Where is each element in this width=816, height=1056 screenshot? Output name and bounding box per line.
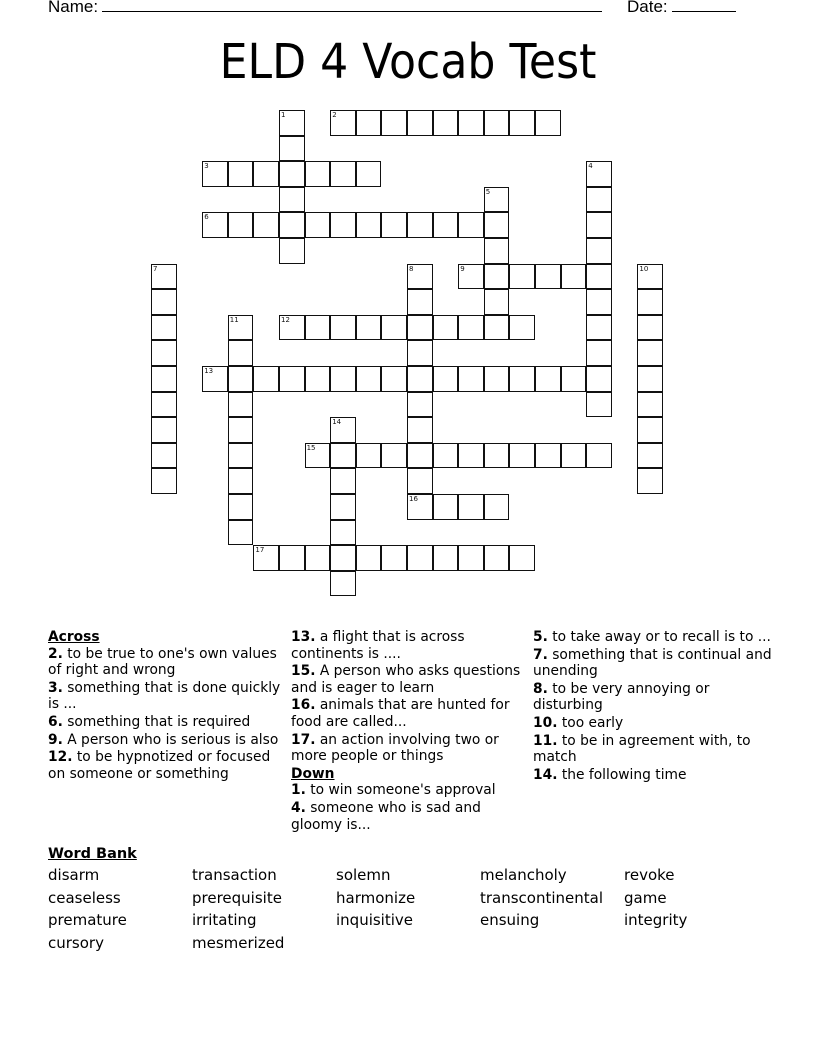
clue-number: 1 — [281, 111, 286, 119]
word-bank-word: ceaseless — [48, 888, 121, 907]
crossword-cell[interactable] — [637, 468, 663, 494]
crossword-cell[interactable] — [305, 366, 331, 392]
word-bank-word: mesmerized — [192, 933, 285, 952]
word-bank-word: cursory — [48, 933, 104, 952]
crossword-cell[interactable] — [484, 545, 510, 571]
crossword-cell[interactable] — [356, 443, 382, 469]
crossword-cell[interactable] — [228, 315, 254, 341]
clue-number: 8 — [409, 264, 414, 273]
crossword-cell[interactable] — [151, 315, 177, 341]
crossword-cell[interactable] — [253, 366, 279, 392]
crossword-cell[interactable] — [330, 443, 356, 469]
word-bank-word: inquisitive — [336, 911, 414, 929]
crossword-cell[interactable] — [535, 443, 561, 469]
crossword-cell[interactable] — [381, 443, 407, 469]
crossword-cell[interactable] — [586, 264, 612, 290]
crossword-cell[interactable] — [407, 340, 433, 366]
word-bank-word: revoke — [624, 866, 675, 884]
clue-number: 4 — [588, 162, 593, 171]
crossword-cell[interactable] — [509, 264, 535, 290]
clue-across-3: 3. something that is done quickly is ... — [48, 679, 281, 713]
crossword-cell[interactable] — [330, 315, 356, 341]
crossword-cell[interactable] — [484, 443, 510, 469]
crossword-cell[interactable] — [305, 212, 331, 238]
crossword-cell[interactable] — [228, 392, 254, 418]
crossword-cell[interactable] — [407, 212, 433, 238]
clue-number: 10 — [639, 264, 649, 273]
crossword-cell[interactable] — [330, 520, 356, 546]
crossword-cell[interactable] — [407, 110, 433, 136]
crossword-cell[interactable] — [458, 443, 484, 469]
clue-across-9: 9. A person who is serious is also — [48, 731, 279, 748]
clues-column-2 — [291, 629, 531, 834]
crossword-cell[interactable] — [381, 110, 407, 136]
crossword-cell[interactable] — [637, 264, 663, 290]
crossword-cell[interactable] — [586, 238, 612, 264]
crossword-cell[interactable] — [279, 161, 305, 187]
crossword-cell[interactable] — [381, 212, 407, 238]
clue-number: 14 — [332, 418, 342, 427]
crossword-cell[interactable] — [535, 366, 561, 392]
clue-number: 3 — [204, 162, 209, 171]
crossword-cell[interactable] — [279, 315, 305, 341]
crossword-cell[interactable] — [484, 289, 510, 315]
crossword-cell[interactable] — [151, 468, 177, 494]
crossword-cell[interactable] — [202, 212, 228, 238]
crossword-cell[interactable] — [228, 468, 254, 494]
crossword-cell[interactable] — [305, 545, 331, 571]
crossword-cell[interactable] — [228, 494, 254, 520]
crossword-cell[interactable] — [484, 264, 510, 290]
crossword-cell[interactable] — [279, 136, 305, 162]
word-bank-word: transaction — [192, 866, 277, 884]
word-bank-word: solemn — [336, 866, 391, 884]
crossword-cell[interactable] — [202, 366, 228, 392]
crossword-cell[interactable] — [637, 366, 663, 392]
crossword-cell[interactable] — [407, 264, 433, 290]
word-bank-title: Word Bank — [48, 846, 137, 862]
clue-across-2: 2. to be true to one's own values of right and wrong — [48, 645, 277, 679]
crossword-cell[interactable] — [330, 468, 356, 494]
crossword-cell[interactable] — [330, 212, 356, 238]
crossword-cell[interactable] — [330, 110, 356, 136]
crossword-cell[interactable] — [433, 366, 459, 392]
crossword-cell[interactable] — [458, 494, 484, 520]
word-bank-word: irritating — [192, 911, 257, 929]
clue-across-6: 6. something that is required — [48, 713, 251, 730]
clue-across-17: 17. an action involving two or more people or things — [291, 731, 499, 765]
crossword-cell[interactable] — [535, 264, 561, 290]
page-title: ELD 4 Vocab Test — [219, 34, 597, 90]
crossword-cell[interactable] — [228, 161, 254, 187]
crossword-cell[interactable] — [433, 110, 459, 136]
crossword-cell[interactable] — [228, 417, 254, 443]
clue-number: 7 — [153, 264, 158, 273]
crossword-cell[interactable] — [330, 161, 356, 187]
crossword-cell[interactable] — [407, 315, 433, 341]
crossword-cell[interactable] — [458, 212, 484, 238]
clue-number: 15 — [306, 443, 316, 452]
crossword-cell[interactable] — [484, 212, 510, 238]
crossword-cell[interactable] — [381, 366, 407, 392]
crossword-cell[interactable] — [228, 340, 254, 366]
crossword-cell[interactable] — [356, 366, 382, 392]
crossword-cell[interactable] — [484, 494, 510, 520]
crossword-cell[interactable] — [151, 443, 177, 469]
word-bank-word: disarm — [48, 866, 100, 884]
crossword-cell[interactable] — [586, 443, 612, 469]
crossword-cell[interactable] — [561, 443, 587, 469]
crossword-cell[interactable] — [586, 161, 612, 187]
crossword-cell[interactable] — [151, 340, 177, 366]
crossword-cell[interactable] — [586, 366, 612, 392]
crossword-cell[interactable] — [509, 545, 535, 571]
crossword-cell[interactable] — [253, 161, 279, 187]
crossword-cell[interactable] — [228, 520, 254, 546]
crossword-cell[interactable] — [228, 443, 254, 469]
crossword-cell[interactable] — [458, 264, 484, 290]
clues-column-3 — [533, 629, 773, 784]
crossword-cell[interactable] — [637, 340, 663, 366]
crossword-cell[interactable] — [561, 366, 587, 392]
across-heading: Across — [48, 629, 100, 645]
crossword-cell[interactable] — [407, 392, 433, 418]
clue-number: 2 — [332, 111, 337, 119]
date-label: Date: — [627, 0, 668, 16]
word-bank — [48, 846, 768, 953]
clue-number: 9 — [460, 264, 465, 273]
clue-down-8: 8. to be very annoying or disturbing — [533, 680, 710, 714]
clue-across-16: 16. animals that are hunted for food are called... — [291, 697, 510, 730]
crossword-cell[interactable] — [484, 366, 510, 392]
crossword-cell[interactable] — [305, 161, 331, 187]
crossword-cell[interactable] — [433, 545, 459, 571]
crossword-cell[interactable] — [407, 366, 433, 392]
word-bank-list — [48, 866, 768, 953]
crossword-cell[interactable] — [330, 417, 356, 443]
word-bank-word: melancholy — [480, 866, 567, 884]
crossword-cell[interactable] — [458, 545, 484, 571]
crossword-cell[interactable] — [637, 289, 663, 315]
crossword-cell[interactable] — [586, 187, 612, 213]
crossword-cell[interactable] — [586, 315, 612, 341]
clue-down-10: 10. too early — [533, 714, 624, 731]
crossword-cell[interactable] — [586, 212, 612, 238]
crossword-cell[interactable] — [407, 443, 433, 469]
crossword-cell[interactable] — [330, 545, 356, 571]
crossword-cell[interactable] — [535, 110, 561, 136]
crossword-cell[interactable] — [407, 417, 433, 443]
clue-number: 16 — [409, 495, 418, 503]
crossword-cell[interactable] — [407, 468, 433, 494]
crossword-cell[interactable] — [305, 443, 331, 469]
word-bank-word: prerequisite — [192, 888, 282, 907]
clue-number: 12 — [281, 315, 290, 324]
crossword-cell[interactable] — [279, 238, 305, 264]
crossword-cell[interactable] — [484, 110, 510, 136]
clue-number: 17 — [255, 546, 265, 555]
crossword-cell[interactable] — [356, 161, 382, 187]
crossword-cell[interactable] — [637, 392, 663, 418]
crossword-cell[interactable] — [279, 545, 305, 571]
crossword-cell[interactable] — [509, 110, 535, 136]
clues-column-1 — [48, 629, 288, 783]
clue-down-4: 4. someone who is sad and gloomy is... — [291, 799, 481, 833]
crossword-cell[interactable] — [279, 187, 305, 213]
crossword-cell[interactable] — [330, 571, 356, 597]
crossword-cell[interactable] — [458, 315, 484, 341]
crossword-cell[interactable] — [637, 443, 663, 469]
word-bank-word: harmonize — [336, 888, 416, 907]
down-heading: Down — [291, 765, 335, 782]
crossword-cell[interactable] — [637, 315, 663, 341]
crossword-cell[interactable] — [151, 417, 177, 443]
crossword-cell[interactable] — [586, 340, 612, 366]
crossword-cell[interactable] — [279, 212, 305, 238]
word-bank-word: ensuing — [480, 911, 540, 929]
crossword-cell[interactable] — [330, 494, 356, 520]
crossword-cell[interactable] — [228, 366, 254, 392]
crossword-cell[interactable] — [433, 315, 459, 341]
clue-number: 13 — [204, 367, 214, 375]
clue-down-11: 11. to be in agreement with, to match — [533, 732, 751, 766]
clue-across-15: 15. A person who asks questions and is eager to learn — [291, 663, 521, 696]
crossword-cell[interactable] — [407, 289, 433, 315]
crossword-cell[interactable] — [279, 110, 305, 136]
crossword-cell[interactable] — [381, 315, 407, 341]
crossword-cell[interactable] — [356, 110, 382, 136]
word-bank-word: integrity — [624, 911, 688, 929]
crossword-cell[interactable] — [407, 545, 433, 571]
crossword-cell[interactable] — [330, 366, 356, 392]
crossword-cell[interactable] — [228, 212, 254, 238]
crossword-cell[interactable] — [509, 315, 535, 341]
crossword-cell[interactable] — [151, 264, 177, 290]
crossword-cell[interactable] — [509, 443, 535, 469]
clue-down-1: 1. to win someone's approval — [291, 782, 496, 799]
crossword-cell[interactable] — [561, 264, 587, 290]
word-bank-word: transcontinental — [480, 888, 604, 907]
crossword-cell[interactable] — [586, 392, 612, 418]
crossword-cell[interactable] — [151, 366, 177, 392]
clue-down-14: 14. the following time — [533, 766, 687, 783]
crossword-cell[interactable] — [151, 289, 177, 315]
crossword-cell[interactable] — [484, 238, 510, 264]
crossword-cell[interactable] — [637, 417, 663, 443]
clue-number: 6 — [204, 213, 209, 222]
clue-number: 5 — [485, 187, 491, 196]
word-bank-word: game — [624, 888, 667, 907]
crossword-cell[interactable] — [433, 212, 459, 238]
crossword-cell[interactable] — [484, 187, 510, 213]
crossword-cell[interactable] — [305, 315, 331, 341]
crossword-cell[interactable] — [151, 392, 177, 418]
crossword-cell[interactable] — [407, 494, 433, 520]
clue-down-7: 7. something that is continual and unending — [533, 646, 772, 680]
crossword-cell[interactable] — [586, 289, 612, 315]
crossword-cell[interactable] — [433, 443, 459, 469]
clue-across-13: 13. a flight that is across continents is .... — [291, 629, 465, 662]
name-label: Name: — [48, 0, 99, 16]
crossword-cell[interactable] — [509, 366, 535, 392]
crossword-cell[interactable] — [484, 315, 510, 341]
crossword-cell[interactable] — [253, 212, 279, 238]
crossword-cell[interactable] — [381, 545, 407, 571]
crossword-cell[interactable] — [356, 545, 382, 571]
word-bank-word: premature — [48, 911, 127, 929]
clue-number: 11 — [229, 315, 239, 324]
clue-across-12: 12. to be hypnotized or focused on someone or something — [48, 749, 271, 782]
crossword-cell[interactable] — [279, 366, 305, 392]
crossword-cell[interactable] — [458, 366, 484, 392]
crossword-cell[interactable] — [202, 161, 228, 187]
crossword-cell[interactable] — [356, 315, 382, 341]
crossword-cell[interactable] — [356, 212, 382, 238]
crossword-cell[interactable] — [253, 545, 279, 571]
crossword-cell[interactable] — [458, 110, 484, 136]
crossword-cell[interactable] — [433, 494, 459, 520]
clue-down-5: 5. to take away or to recall is to ... — [533, 629, 771, 645]
